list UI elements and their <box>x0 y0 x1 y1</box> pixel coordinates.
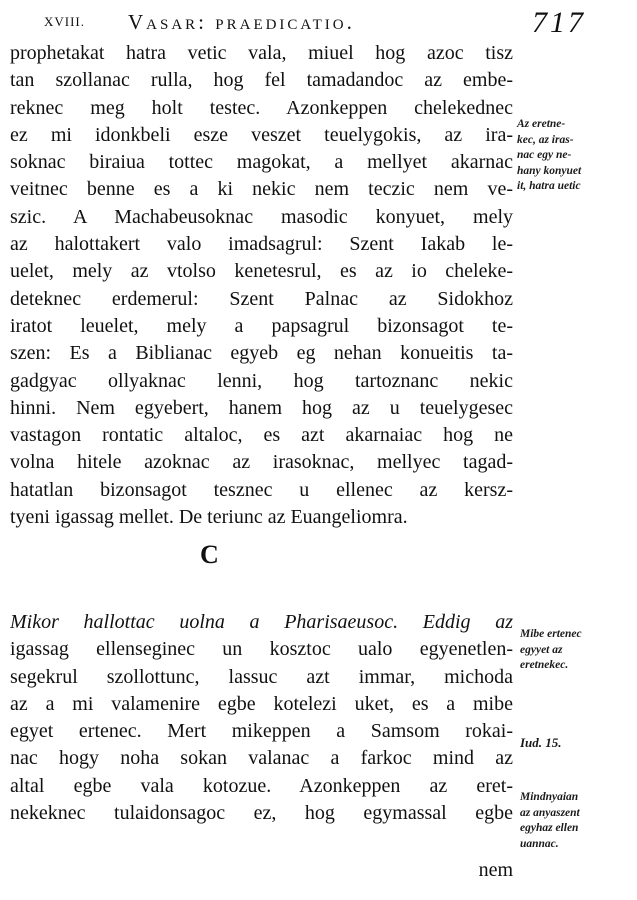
text-line: az a mi valamenire egbe kotelezi uket, es a mibe <box>10 692 513 715</box>
text-line: reknec meg holt testec. Azonkeppen chelekednec <box>10 96 513 119</box>
text-line: nac hogy noha sokan valanac a farkoc mind az <box>10 747 513 770</box>
text-line: uelet, mely az vtolso kenetesrul, es az io cheleke- <box>10 260 513 283</box>
text-line: tan szollanac rulla, hog fel tamadandoc az embe- <box>10 69 513 92</box>
text-line: veitnec benne es a ki nekic nem teczic nem ve- <box>10 178 513 201</box>
margin-note-line: kec, az iras- <box>517 133 574 146</box>
text-line: deteknec erdemerul: Szent Palnac az Sidokhoz <box>10 287 513 310</box>
text-line: szic. A Machabeusoknac masodic konyuet, mely <box>10 205 513 228</box>
text-line: tyeni igassag mellet. De teriunc az Euangeliomra. <box>10 506 408 529</box>
text-line: hatatlan bizonsagot tesznec u ellenec az kersz- <box>10 478 513 501</box>
margin-note-line: hany konyuet <box>517 164 582 177</box>
text-line: szen: Es a Biblianac egyeb eg nehan konueitis ta- <box>10 342 513 365</box>
text-line: ez mi idonkbeli esze veszet teuelygokis, az ira- <box>10 123 513 146</box>
text-line: prophetakat hatra vetic vala, miuel hog azoc tisz <box>10 42 513 64</box>
margin-note-line: uannac. <box>520 837 559 850</box>
running-title: Vasar: praedicatio. <box>128 10 355 34</box>
text-line: altal egbe vala kotozue. Azonkeppen az eret- <box>10 774 513 797</box>
text-line: soknac biraiua tottec magokat, a mellyet akarnac <box>10 151 513 174</box>
margin-note-line: Mibe ertenec <box>520 628 582 640</box>
margin-note-reference <box>520 735 562 751</box>
catchword: nem <box>478 859 513 881</box>
margin-note-line: az anyaszent <box>520 806 580 819</box>
margin-note-agreement <box>520 627 582 674</box>
margin-note-line: egyyet az <box>520 643 563 656</box>
margin-note-line: Az eretne- <box>517 118 566 130</box>
chapter-number: XVIII. <box>44 14 86 29</box>
text-line: gadgyac ollyaknac lenni, hog tartoznanc nekic <box>10 369 513 392</box>
text-line: volna hitele azoknac az irasoknac, mellyec tagad- <box>10 451 513 474</box>
paragraph-ornament: C <box>200 540 219 569</box>
text-line: iratot leuelet, mely a papsagrul bizonsagot te- <box>10 314 513 337</box>
second-section-text <box>10 609 513 827</box>
margin-note-line: it, hatra uetic <box>517 180 581 192</box>
margin-note-heretics <box>517 117 581 195</box>
text-line: hinni. Nem egyebert, hanem hog az u teuelygesec <box>10 396 513 419</box>
text-line: vastagon rontatic altaloc, es azt akarnaiac hog ne <box>10 424 513 447</box>
text-line: igassag ellenseginec un kosztoc ualo egyenetlen- <box>10 638 513 661</box>
margin-note-line: egyhaz ellen <box>520 822 579 834</box>
main-text-block <box>10 40 513 531</box>
margin-note-line: nac egy ne- <box>517 149 572 161</box>
section-opening-line: Mikor hallottac uolna a Pharisaeusoc. Eddig az <box>10 611 513 633</box>
text-line: egyet ertenec. Mert mikeppen a Samsom rokai- <box>10 720 513 743</box>
margin-note-church <box>520 790 580 852</box>
text-line: segekrul szollottunc, lassuc azt immar, michoda <box>10 665 513 688</box>
text-line: az halottakert valo imadsagrul: Szent Iakab le- <box>10 233 513 256</box>
margin-note-line: Iud. 15. <box>520 735 562 750</box>
page-number: 717 <box>532 6 586 39</box>
margin-note-line: eretnekec. <box>520 659 569 671</box>
margin-note-line: Mindnyaian <box>520 791 579 803</box>
text-line: nekeknec tulaidonsagoc ez, hog egymassal egbe <box>10 802 513 825</box>
